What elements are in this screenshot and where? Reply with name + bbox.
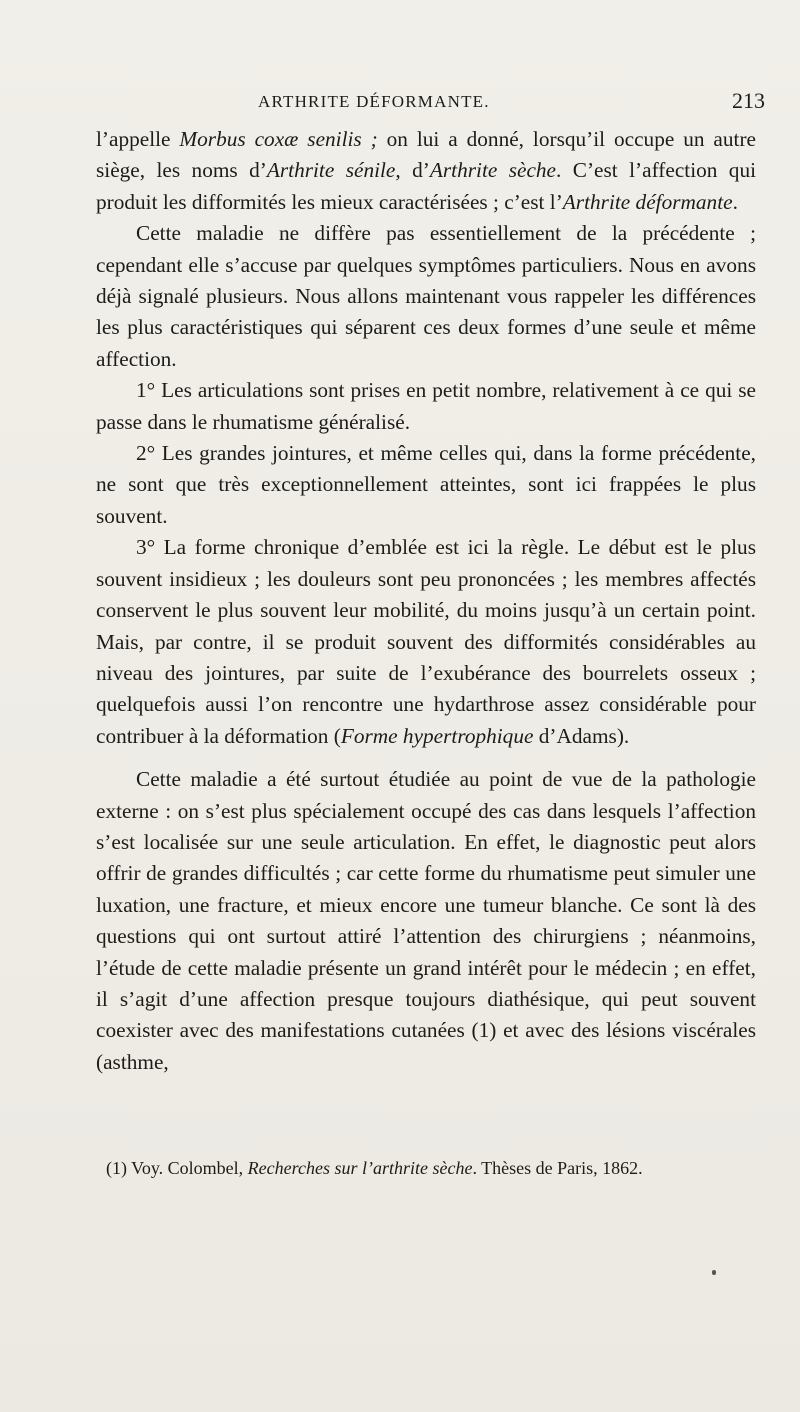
running-header <box>0 88 800 118</box>
page-number: 213 <box>732 88 765 113</box>
text-run: on lui a donné, lorsqu’il occupe un autre siège, les noms d’ <box>96 127 756 183</box>
paragraph <box>96 764 756 1078</box>
italic-text: Recherches sur l’arthrite sèche <box>247 1158 473 1178</box>
text-run: . <box>732 189 738 214</box>
italic-text: Arthrite sénile <box>266 158 396 183</box>
running-title: ARTHRITE DÉFORMANTE. <box>258 92 490 111</box>
footnote <box>106 1156 766 1180</box>
italic-text: Arthrite déformante <box>562 189 733 214</box>
paragraph <box>96 438 756 532</box>
text-run: . Thèses de Paris, 1862. <box>472 1158 643 1178</box>
paragraph <box>96 375 756 438</box>
text-run: 3° La forme chronique d’emblée est ici la règle. Le début est le plus souvent insidieux ; les douleurs sont peu prononcées ; les membres affectés conservent le plus souvent leur mobilité, du moins jusqu’à un certain point. Mais, par contre, il se produit souvent des difformités considérables au niveau des jointures, par suite de l’exubérance des bourrelets osseux ; quelquefois aussi l’on rencontre une hydarthrose assez considérable pour contribuer à la déformation ( <box>96 535 756 748</box>
text-run: (1) Voy. Colombel, <box>106 1158 248 1178</box>
text-run: Cette maladie ne diffère pas essentiellement de la précédente ; cependant elle s’accuse par quelques symptômes particuliers. Nous en avons déjà signalé plusieurs. Nous allons maintenant vous rappeler les différences les plus caractéristiques qui séparent ces deux formes d’une seule et même affection. <box>96 221 756 371</box>
italic-text: Arthrite sèche <box>429 158 557 183</box>
text-run: , d’ <box>395 158 430 183</box>
italic-text: Forme hypertrophique <box>340 723 534 748</box>
paragraph <box>96 532 756 752</box>
text-run: 1° Les articulations sont prises en petit nombre, relativement à ce qui se passe dans le rhumatisme généralisé. <box>96 378 756 434</box>
text-run: d’Adams). <box>533 723 630 748</box>
body-text <box>96 124 756 1078</box>
paragraph <box>96 124 756 218</box>
paragraph <box>96 218 756 375</box>
text-run: l’appelle <box>96 127 180 151</box>
ink-speck <box>712 1270 716 1275</box>
italic-text: Morbus coxæ senilis ; <box>179 127 378 151</box>
text-run: . C’est l’affection qui produit les difformités les mieux caractérisées ; c’est l’ <box>96 158 757 214</box>
text-run: Cette maladie a été surtout étudiée au point de vue de la pathologie externe : on s’est plus spécialement occupé des cas dans lesquels l’affection s’est localisée sur une seule articulation. En effet, le diagnostic peut alors offrir de grandes difficultés ; car cette forme du rhumatisme peut simuler une luxation, une fracture, et mieux encore une tumeur blanche. Ce sont là des questions qui ont surtout attiré l’attention des chirurgiens ; néanmoins, l’étude de cette maladie présente un grand intérêt pour le médecin ; en effet, il s’agit d’une affection presque toujours diathésique, qui peut souvent coexister avec des manifestations cutanées (1) et avec des lésions viscérales (asthme, <box>96 767 756 1074</box>
text-run: 2° Les grandes jointures, et même celles qui, dans la forme précédente, ne sont que très exceptionnellement atteintes, sont ici frappées le plus souvent. <box>96 441 756 528</box>
